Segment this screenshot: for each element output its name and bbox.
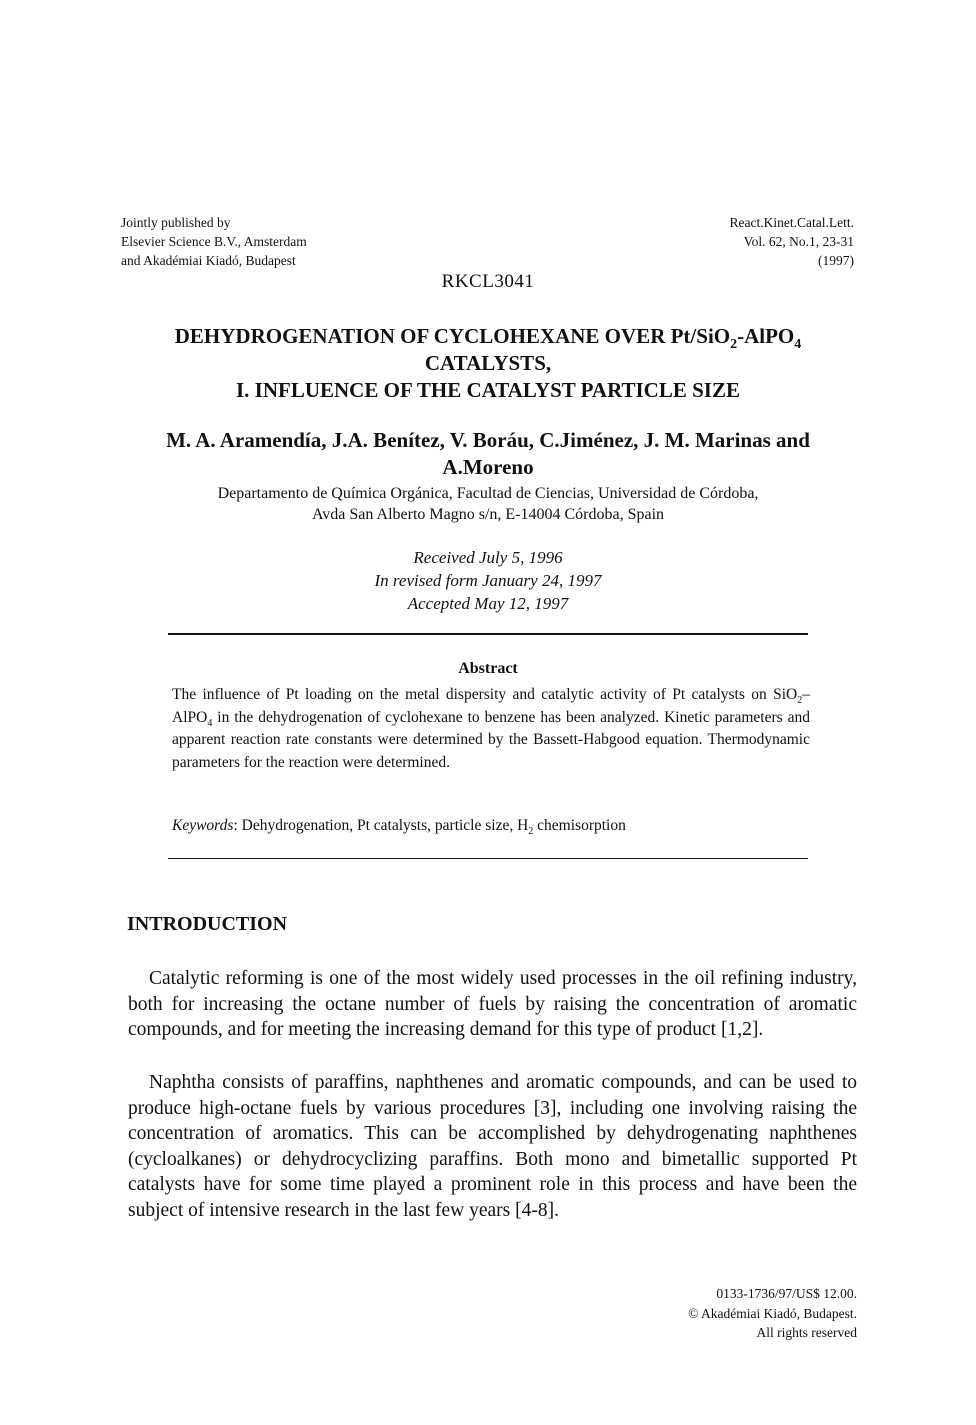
journal-citation xyxy=(730,213,854,270)
section-heading-introduction: INTRODUCTION xyxy=(127,913,288,935)
article-code: RKCL3041 xyxy=(441,271,535,292)
keywords: Keywords: Dehydrogenation, Pt catalysts, particle size, $H_2$ chemisorption xyxy=(172,817,626,838)
submission-dates xyxy=(0,546,976,615)
affiliation-line-2: Avda San Alberto Magno s/n, E-14004 Córdoba, Spain xyxy=(311,506,665,523)
journal-name: React.Kinet.Catal.Lett. xyxy=(729,215,854,230)
copyright-holder: © Akadémiai Kiadó, Budapest. xyxy=(688,1305,857,1321)
title-line-1: DEHYDROGENATION OF CYCLOHEXANE OVER Pt/SiO$_2$-AlPO$_4$ xyxy=(174,324,802,353)
abstract-heading: Abstract xyxy=(458,660,518,677)
keywords-label: Keywords xyxy=(172,817,234,834)
accepted-date: Accepted May 12, 1997 xyxy=(407,594,569,613)
publisher-info xyxy=(121,213,307,270)
authors-line-1: M. A. Aramendía, J.A. Benítez, V. Boráu, C.Jiménez, J. M. Marinas and xyxy=(166,428,810,452)
paper-title xyxy=(120,323,856,404)
author-list xyxy=(120,427,856,481)
title-line-2: CATALYSTS, xyxy=(424,351,552,375)
affiliation-line-1: Departamento de Química Orgánica, Facultad de Ciencias, Universidad de Córdoba, xyxy=(217,485,759,502)
title-line-3: I. INFLUENCE OF THE CATALYST PARTICLE SIZE xyxy=(236,378,740,402)
divider-top xyxy=(168,633,808,635)
abstract-text: The influence of Pt loading on the metal dispersity and catalytic activity of Pt catalysts on SiO$_2$–AlPO$_4$ in the dehydrogenation of cyclohexane to benzene has been analyzed. Kinetic parameters and apparent reaction rate constants were determined by the Bassett-Habgood equation. Thermodynamic parameters for the reaction were determined. xyxy=(172,686,810,771)
divider-bottom xyxy=(168,858,808,859)
received-date: Received July 5, 1996 xyxy=(413,548,563,567)
authors-line-2: A.Moreno xyxy=(442,455,534,479)
rights-notice: All rights reserved xyxy=(756,1325,857,1340)
paragraph-text: Catalytic reforming is one of the most widely used processes in the oil refining industry, both for increasing the octane number of fuels by raising the concentration of aromatic compounds, and for meeting the increasing demand for this type of product [1,2]. xyxy=(128,968,857,1041)
revised-date: In revised form January 24, 1997 xyxy=(374,571,602,590)
intro-paragraph-2 xyxy=(128,1070,857,1224)
journal-year: (1997) xyxy=(818,253,854,268)
paragraph-text: Naphtha consists of paraffins, naphthenes and aromatic compounds, and can be used to produce high-octane fuels by various procedures [3], including one involving raising the concentration of aromatics. This can be accomplished by dehydrogenating naphthenes (cycloalkanes) or dehydrocyclizing paraffins. Both mono and bimetallic supported Pt catalysts have for some time played a prominent role in this process and have been the subject of intensive research in the last few years [4-8]. xyxy=(128,1072,857,1221)
publisher-line: Jointly published by xyxy=(121,215,231,230)
issn-price: 0133-1736/97/US$ 12.00. xyxy=(716,1286,857,1301)
publisher-line: Elsevier Science B.V., Amsterdam xyxy=(121,234,307,249)
publisher-line: and Akadémiai Kiadó, Budapest xyxy=(121,253,296,268)
intro-paragraph-1 xyxy=(128,966,857,1043)
affiliation xyxy=(120,483,856,525)
copyright-footer xyxy=(688,1284,857,1343)
journal-volume: Vol. 62, No.1, 23-31 xyxy=(743,234,854,249)
